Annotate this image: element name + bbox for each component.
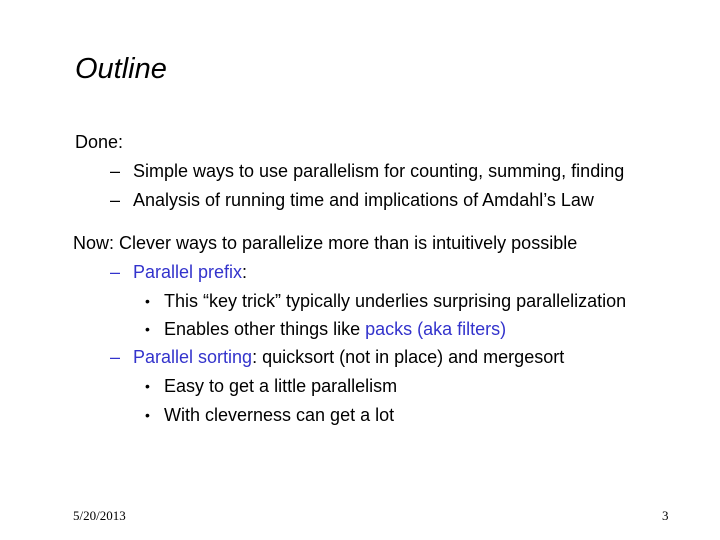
prefix-sub-2: [164, 318, 506, 340]
footer-date: 5/20/2013: [73, 508, 126, 523]
sorting-sub-2: With cleverness can get a lot: [164, 405, 395, 425]
parallel-prefix-item: [133, 261, 247, 283]
dash-marker: –: [110, 161, 121, 181]
bullet-marker: •: [145, 378, 150, 394]
dash-marker: –: [110, 262, 121, 282]
parallel-sorting-label: Parallel sorting: [133, 347, 253, 367]
bullet-marker: •: [145, 293, 150, 309]
parallel-prefix-label: Parallel prefix: [133, 262, 243, 282]
done-item-1: Simple ways to use parallelism for counting, summing, finding: [133, 161, 625, 181]
packs-link: packs (aka filters): [365, 319, 507, 339]
dash-marker: –: [110, 190, 121, 210]
parallel-sorting-suffix: : quicksort (not in place) and mergesort: [252, 347, 565, 367]
done-heading: Done:: [75, 132, 124, 152]
slide-title: Outline: [75, 53, 167, 85]
bullet-marker: •: [145, 407, 150, 423]
page-number: 3: [662, 508, 669, 523]
parallel-prefix-suffix: :: [242, 262, 248, 282]
parallel-sorting-item: [133, 346, 564, 368]
bullet-marker: •: [145, 321, 150, 337]
dash-marker: –: [110, 347, 121, 367]
sorting-sub-1: Easy to get a little parallelism: [164, 376, 398, 396]
done-item-2: Analysis of running time and implications of Amdahl’s Law: [133, 190, 594, 210]
prefix-sub-1: This “key trick” typically underlies surprising parallelization: [164, 291, 627, 311]
now-heading: Now: Clever ways to parallelize more than is intuitively possible: [73, 233, 578, 253]
prefix-sub-2-text: Enables other things like: [164, 319, 366, 339]
